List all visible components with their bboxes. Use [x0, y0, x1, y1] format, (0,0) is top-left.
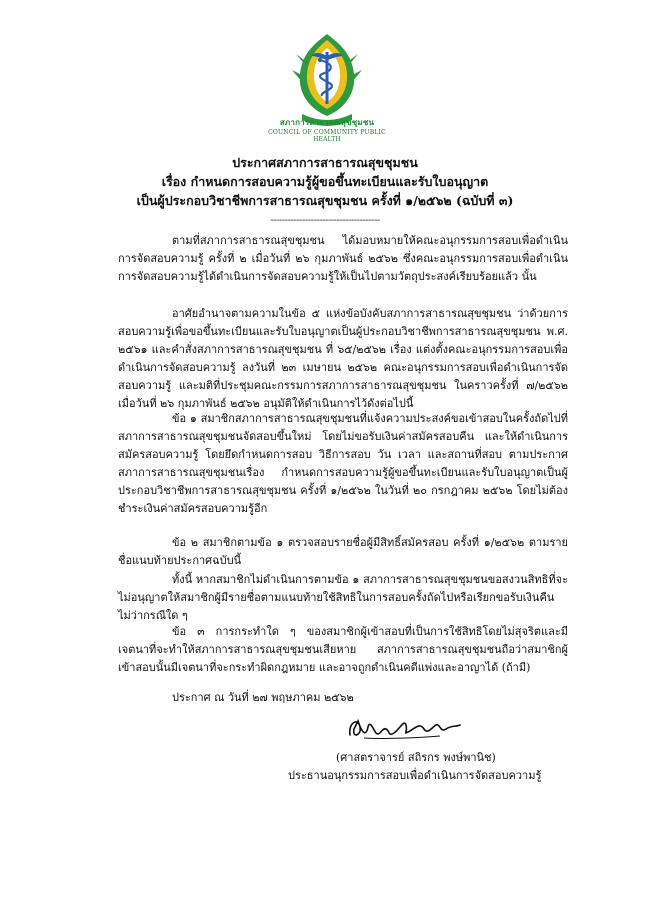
paragraph-condition	[118, 571, 568, 625]
announcement-date: ประกาศ ณ วันที่ ๒๗ พฤษภาคม ๒๕๖๒	[172, 691, 354, 704]
paragraph-clause-3	[118, 623, 568, 677]
handwritten-signature-icon	[344, 705, 464, 745]
paragraph-text: อาศัยอำนาจตามความในข้อ ๕ แห่งข้อบังคับสภาการสาธารณสุขชุมชน ว่าด้วยการสอบความรู้เพื่อขอขึ้นทะเบียนและรับใบอนุญาตเป็นผู้ประกอบวิชาชีพการสาธารณสุขชุมชน พ.ศ. ๒๕๖๑ และคำสั่งสภาการสาธารณสุขชุมชน ที่ ๖๕/๒๕๖๒ เรื่อง แต่งตั้งคณะอนุกรรมการสอบเพื่อดำเนินการจัดสอบความรู้ ลงวันที่ ๒๓ เมษายน ๒๕๖๒ คณะอนุกรรมการสอบเพื่อดำเนินการจัดสอบความรู้ และมติที่ประชุมคณะกรรมการสภาการสาธารณสุขชุมชน ในคราวครั้งที่ ๗/๒๕๖๒ เมื่อวันที่ ๒๖ กุมภาพันธ์ ๒๕๖๒ อนุมัติให้ดำเนินการไว้ดังต่อไปนี้	[118, 307, 568, 410]
announcement-title: ประกาศสภาการสาธารณสุขชุมชน	[232, 155, 418, 170]
logo-english-name: COUNCIL OF COMMUNITY PUBLIC HEALTH	[268, 129, 386, 143]
signer-title: ประธานอนุกรรมการสอบเพื่อดำเนินการจัดสอบความรู้	[288, 769, 542, 782]
paragraph-text: ข้อ ๓ การกระทำใด ๆ ของสมาชิกผู้เข้าสอบที่เป็นการใช้สิทธิโดยไม่สุจริตและมีเจตนาที่จะทำให้สภาการสาธารณสุขชุมชนเสียหาย สภาการสาธารณสุขชุมชนถือว่าสมาชิกผู้เข้าสอบนั้นมีเจตนาที่จะกระทำผิดกฎหมาย และอาจถูกดำเนินคดีแพ่งและอาญาได้ (ถ้ามี)	[118, 625, 568, 674]
paragraph-text: ทั้งนี้ หากสมาชิกไม่ดำเนินการตามข้อ ๑ สภาการสาธารณสุขชุมชนขอสงวนสิทธิที่จะไม่อนุญาตให้สมาชิกผู้มีรายชื่อตามแนบท้ายใช้สิทธิในการสอบครั้งถัดไปหรือเรียกขอรับเงินคืน ไม่ว่ากรณีใด ๆ	[118, 573, 568, 622]
paragraph-clause-1	[118, 410, 568, 518]
title-divider: --------------------------------------	[270, 215, 380, 226]
logo-caption	[268, 116, 386, 143]
paragraph-background	[118, 232, 568, 286]
announcement-subject: เรื่อง กำหนดการสอบความรู้ผู้ขอขึ้นทะเบียนและรับใบอนุญาต	[161, 174, 489, 189]
logo-thai-name: สภาการสาธารณสุขชุมชน	[279, 117, 375, 127]
paragraph-text: ข้อ ๒ สมาชิกตามข้อ ๑ ตรวจสอบรายชื่อผู้มีสิทธิ์สมัครสอบ ครั้งที่ ๑/๒๕๖๒ ตามรายชื่อแนบท้ายประกาศฉบับนี้	[118, 536, 568, 567]
paragraph-text: ตามที่สภาการสาธารณสุขชุมชน ได้มอบหมายให้คณะอนุกรรมการสอบเพื่อดำเนินการจัดสอบความรู้ ครั้งที่ ๒ เมื่อวันที่ ๒๖ กุมภาพันธ์ ๒๕๖๒ ซึ่งคณะอนุกรรมการสอบเพื่อดำเนินการจัดสอบความรู้ได้ดำเนินการจัดสอบความรู้ให้เป็นไปตามวัตถุประสงค์เรียบร้อยแล้ว นั้น	[118, 234, 568, 283]
paragraph-text: ข้อ ๑ สมาชิกสภาการสาธารณสุขชุมชนที่แจ้งความประสงค์ขอเข้าสอบในครั้งถัดไปที่สภาการสาธารณสุขชุมชนจัดสอบขึ้นใหม่ โดยไม่ขอรับเงินค่าสมัครสอบคืน และให้ดำเนินการสมัครสอบความรู้ โดยยึดกำหนดการสอบ วิธีการสอบ วัน เวลา และสถานที่สอบ ตามประกาศสภาการสาธารณสุขชุมชนเรื่อง กำหนดการสอบความรู้ผู้ขอขึ้นทะเบียนและรับใบอนุญาตเป็นผู้ประกอบวิชาชีพการสาธารณสุขชุมชน ครั้งที่ ๑/๒๕๖๒ ในวันที่ ๒๐ กรกฎาคม ๒๕๖๒ โดยไม่ต้องชำระเงินค่าสมัครสอบความรู้อีก	[118, 412, 568, 515]
paragraph-authority	[118, 305, 568, 413]
paragraph-clause-2	[118, 534, 568, 570]
signer-name: (ศาสตราจารย์ สถิรกร พงษ์พานิช)	[336, 751, 496, 764]
announcement-subject-cont: เป็นผู้ประกอบวิชาชีพการสาธารณสุขชุมชน ครั้งที่ ๑/๒๕๖๒ (ฉบับที่ ๓)	[136, 193, 514, 208]
